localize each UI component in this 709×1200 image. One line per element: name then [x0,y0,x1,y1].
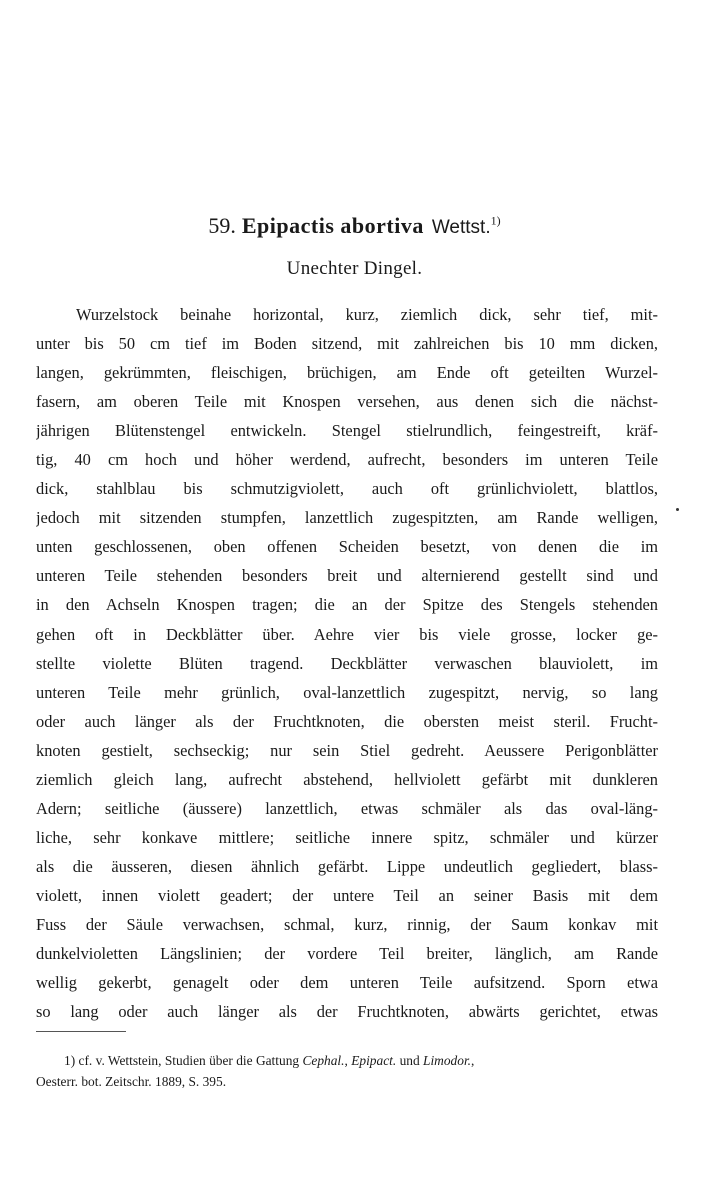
footnote [36,1050,658,1092]
author-abbreviation: Wettst. [431,217,491,238]
text-line: stellte violette Blüten tragend. Deckblätter verwaschen blauviolett, im [36,653,658,673]
scan-speck [676,508,679,511]
text-line: knoten gestielt, sechseckig; nur sein Stiel gedreht. Aeussere Perigonblätter [36,740,658,760]
footnote-line-2: Oesterr. bot. Zeitschr. 1889, S. 395. [36,1074,227,1089]
text-line: jedoch mit sitzenden stumpfen, lanzettlich zugespitzten, am Rande welligen, [36,508,658,528]
text-line: dick, stahlblau bis schmutzigviolett, auch oft grünlichviolett, blattlos, [36,479,658,499]
text-line: unteren Teile stehenden besonders breit und alternierend gestellt sind und [36,566,658,586]
text-line: Wurzelstock beinahe horizontal, kurz, ziemlich dick, sehr tief, mit- [76,305,658,324]
text-line: dunkelvioletten Längslinien; der vordere Teil breiter, länglich, am Rande [36,944,658,964]
text-line: violett, innen violett geadert; der untere Teil an seiner Basis mit dem [36,885,658,905]
text-line: jährigen Blütenstengel entwickeln. Stengel stielrundlich, feingestreift, kräf- [36,421,658,441]
footnote-rule [36,1031,126,1032]
text-line: wellig gekerbt, genagelt oder dem unteren Teile aufsitzend. Sporn etwa [36,973,658,993]
text-line: in den Achseln Knospen tragen; die an der Spitze des Stengels stehenden [36,595,658,615]
footnote-italic-epipact: Epipact. [351,1053,397,1068]
text-line: oder auch länger als der Fruchtknoten, die obersten meist steril. Frucht- [36,711,658,731]
text-line: Fuss der Säule verwachsen, schmal, kurz, rinnig, der Saum konkav mit [36,914,658,934]
text-line: so lang oder auch länger als der Fruchtknoten, abwärts gerichtet, etwas [36,1002,658,1022]
text-line: ziemlich gleich lang, aufrecht abstehend, hellviolett gefärbt mit dunkleren [36,769,658,789]
text-line: tig, 40 cm hoch und höher werdend, aufrecht, besonders im unteren Teile [36,450,658,470]
text-line: langen, gekrümmten, fleischigen, brüchigen, am Ende oft geteilten Wurzel- [36,363,658,383]
footnote-sep-1: , [344,1053,348,1068]
text-line: fasern, am oberen Teile mit Knospen versehen, aus denen sich die nächst- [36,392,658,412]
species-heading [0,212,709,242]
text-line: unter bis 50 cm tief im Boden sitzend, mit zahlreichen bis 10 mm dicken, [36,334,658,354]
genus-name: Epipactis [241,213,335,238]
footnote-marker: 1) [490,213,501,228]
description-paragraph [36,300,658,1026]
footnote-text-a: cf. v. Wettstein, Studien über die Gattung [78,1053,300,1068]
species-number: 59. [208,213,236,238]
footnote-number: 1) [64,1053,76,1068]
text-line: unteren Teile mehr grünlich, oval-lanzettlich zugespitzt, nervig, so lang [36,682,658,702]
footnote-italic-limodor: Limodor. [423,1053,472,1068]
species-name: abortiva [340,213,424,238]
text-line: als die äusseren, diesen ähnlich gefärbt. Lippe undeutlich gegliedert, blass- [36,856,658,876]
footnote-italic-cephal: Cephal. [302,1053,345,1068]
text-line: gehen oft in Deckblätter über. Aehre vier bis viele grosse, locker ge- [36,624,658,644]
text-line: liche, sehr konkave mittlere; seitliche innere spitz, schmäler und kürzer [36,827,658,847]
footnote-line-1 [36,1050,658,1071]
common-name: Unechter Dingel. [286,258,423,279]
text-line: Adern; seitliche (äussere) lanzettlich, etwas schmäler als das oval-läng- [36,798,658,818]
footnote-sep-3: , [471,1053,475,1068]
text-line: unten geschlossenen, oben offenen Scheiden besetzt, von denen die im [36,537,658,557]
footnote-sep-2: und [399,1053,420,1068]
